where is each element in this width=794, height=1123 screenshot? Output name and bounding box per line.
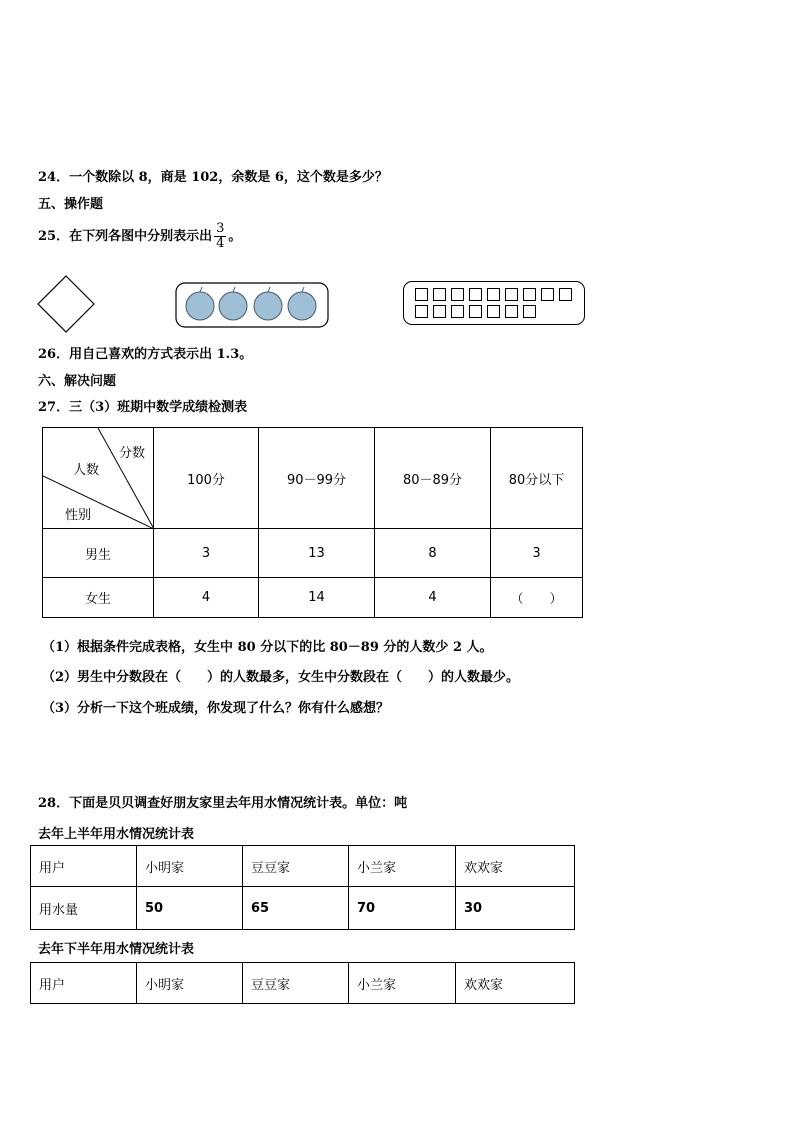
table-header: 小兰家 (349, 963, 456, 1004)
question-24: 24．一个数除以 8，商是 102，余数是 6，这个数是多少？ (38, 170, 388, 185)
table-cell: 65 (243, 887, 349, 930)
column-header: 80－89分 (375, 428, 491, 529)
answer-blank-cell[interactable]: （ ） (491, 578, 583, 618)
question-25 (38, 222, 241, 251)
square-cell (469, 305, 482, 318)
apple-icon (219, 287, 247, 320)
table-cell: 4 (154, 578, 259, 618)
square-cell (433, 288, 446, 301)
table-cell: 14 (259, 578, 375, 618)
table-row-boys (43, 529, 583, 578)
table-header: 欢欢家 (456, 846, 575, 887)
table-cell: 8 (375, 529, 491, 578)
question-27-part-1: （1）根据条件完成表格，女生中 80 分以下的比 80－89 分的人数少 2 人。 (42, 640, 493, 655)
square-cell (487, 305, 500, 318)
square-cell (469, 288, 482, 301)
apple-box-figure (175, 282, 329, 328)
fraction-numerator: 3 (216, 221, 225, 236)
fraction-three-quarters (214, 222, 226, 251)
water-usage-table-second-half (30, 962, 575, 1004)
square-cell (523, 288, 536, 301)
square-cell (415, 288, 428, 301)
apple-icon (186, 287, 214, 320)
question-25-suffix: 。 (228, 229, 242, 244)
square-cell (433, 305, 446, 318)
section-heading-problem-solving: 六、解决问题 (38, 374, 117, 389)
table-header: 豆豆家 (243, 963, 349, 1004)
table-cell: 4 (375, 578, 491, 618)
question-25-prefix: 25．在下列各图中分别表示出 (38, 229, 213, 244)
header-people-label: 人数 (73, 463, 100, 478)
table-header: 用户 (31, 963, 137, 1004)
column-header: 100分 (154, 428, 259, 529)
table-header: 小明家 (137, 846, 243, 887)
apple-icon (288, 287, 316, 320)
square-cell (559, 288, 572, 301)
square-cell (523, 305, 536, 318)
square-cell (505, 288, 518, 301)
table-cell: 13 (259, 529, 375, 578)
table-header: 用户 (31, 846, 137, 887)
table-header: 小明家 (137, 963, 243, 1004)
square-cell (541, 288, 554, 301)
row-label: 男生 (43, 529, 154, 578)
row-label: 女生 (43, 578, 154, 618)
header-gender-label: 性别 (65, 508, 92, 523)
table-cell: 30 (456, 887, 575, 930)
apple-icon (254, 287, 282, 320)
table1-title: 去年上半年用水情况统计表 (38, 827, 195, 842)
water-usage-table-first-half (30, 845, 575, 930)
question-27-part-2: （2）男生中分数段在（ ）的人数最多，女生中分数段在（ ）的人数最少。 (42, 670, 520, 685)
square-cell (415, 305, 428, 318)
table-row-girls (43, 578, 583, 618)
table-header: 小兰家 (349, 846, 456, 887)
header-score-label: 分数 (119, 446, 146, 461)
squares-box-figure (403, 281, 585, 325)
score-table (42, 427, 583, 618)
row-label: 用水量 (31, 887, 137, 930)
question-27-part-3: （3）分析一下这个班成绩，你发现了什么？你有什么感想？ (42, 701, 390, 716)
square-cell (487, 288, 500, 301)
question-28-title: 28．下面是贝贝调查好朋友家里去年用水情况统计表。单位：吨 (38, 796, 408, 811)
table-header: 欢欢家 (456, 963, 575, 1004)
table-cell: 3 (491, 529, 583, 578)
table2-title: 去年下半年用水情况统计表 (38, 942, 195, 957)
table-cell: 50 (137, 887, 243, 930)
square-cell (451, 305, 464, 318)
table-header: 豆豆家 (243, 846, 349, 887)
question-27-title: 27．三（3）班期中数学成绩检测表 (38, 400, 248, 415)
section-heading-operations: 五、操作题 (38, 197, 104, 212)
diamond-square-figure (36, 272, 100, 336)
square-cell (505, 305, 518, 318)
question-26: 26．用自己喜欢的方式表示出 1.3。 (38, 347, 253, 362)
diagonal-header-cell (43, 428, 154, 529)
table-cell: 70 (349, 887, 456, 930)
column-header: 90－99分 (259, 428, 375, 529)
column-header: 80分以下 (491, 428, 583, 529)
table-cell: 3 (154, 529, 259, 578)
square-cell (451, 288, 464, 301)
squares-grid (415, 288, 577, 318)
fraction-denominator: 4 (216, 236, 225, 251)
